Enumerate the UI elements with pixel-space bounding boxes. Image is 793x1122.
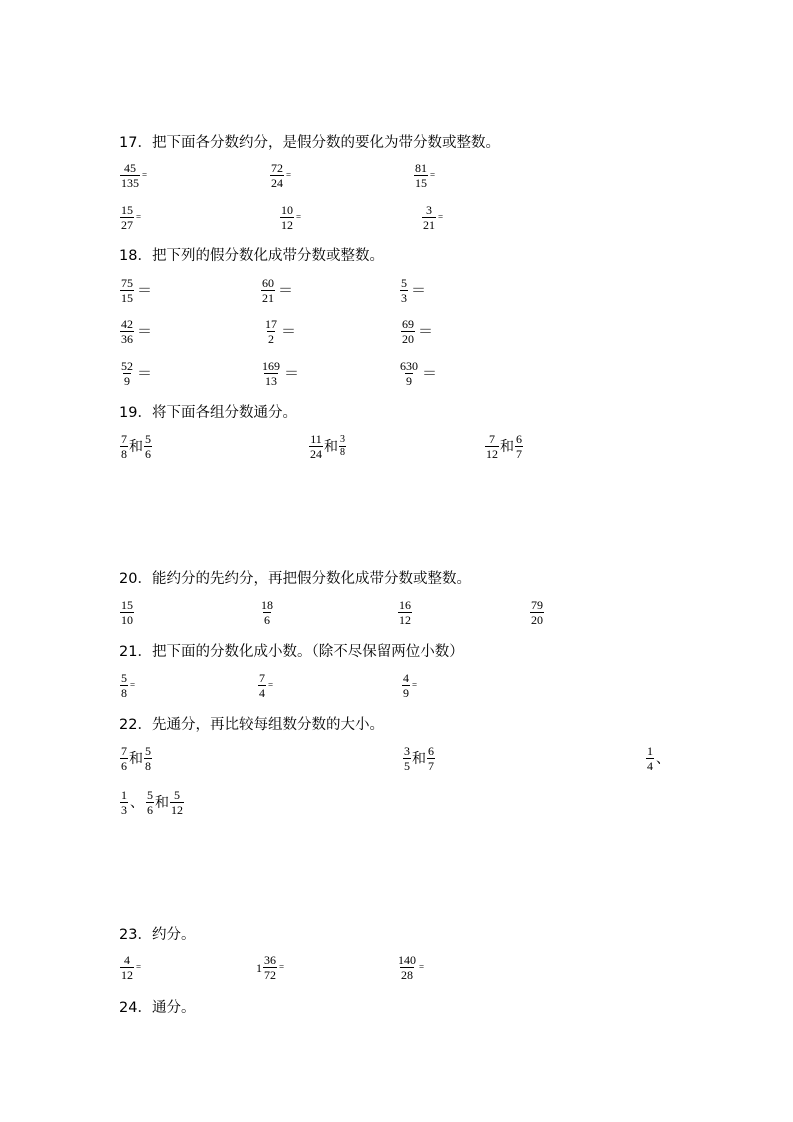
equals-sign: =	[438, 212, 444, 222]
numerator: 81	[415, 161, 427, 175]
equals-sign: ＝	[411, 281, 427, 299]
q17-item-5	[280, 204, 301, 231]
conjunction: 和	[129, 750, 143, 767]
q20-item-1	[120, 599, 134, 626]
numerator: 7	[121, 744, 127, 758]
denominator: 3	[121, 803, 127, 817]
fraction	[646, 745, 654, 772]
fraction	[144, 433, 152, 460]
q20-item-2	[260, 599, 274, 626]
numerator: 6	[516, 432, 522, 446]
denominator: 21	[423, 218, 435, 232]
numerator: 3	[340, 434, 345, 445]
separator: 、	[130, 794, 144, 811]
numerator: 5	[174, 788, 180, 802]
fraction	[530, 599, 544, 626]
numerator: 17	[265, 317, 277, 331]
fraction	[120, 162, 140, 189]
q18-item-7	[120, 360, 152, 387]
numerator: 7	[259, 671, 265, 685]
numerator: 72	[271, 161, 283, 175]
denominator: 135	[121, 176, 139, 190]
denominator: 8	[145, 759, 151, 773]
fraction	[120, 204, 134, 231]
q17-item-2	[270, 162, 291, 189]
q17-item-1	[120, 162, 147, 189]
equals-sign: =	[412, 680, 418, 690]
denominator: 4	[259, 686, 265, 700]
denominator: 6	[264, 613, 270, 627]
denominator: 12	[486, 447, 498, 461]
equals-sign: =	[136, 962, 142, 972]
q23-item-3	[397, 954, 424, 981]
numerator: 1	[121, 788, 127, 802]
q22-group-3-start	[646, 745, 672, 772]
denominator: 13	[265, 374, 277, 388]
fraction	[403, 745, 411, 772]
fraction	[427, 745, 435, 772]
whole-number: 1	[256, 960, 262, 975]
q19-group-1	[120, 433, 152, 460]
fraction	[280, 204, 294, 231]
fraction	[170, 789, 184, 816]
fraction	[261, 360, 281, 387]
fraction	[120, 789, 128, 816]
denominator: 10	[121, 613, 133, 627]
fraction	[401, 318, 415, 345]
fraction	[422, 204, 436, 231]
numerator: 3	[426, 203, 432, 217]
equals-sign: ＝	[137, 364, 153, 382]
denominator: 24	[310, 447, 322, 461]
question-19-title: 19．将下面各组分数通分。	[119, 405, 297, 421]
equals-sign: =	[286, 170, 292, 180]
fraction	[263, 954, 277, 981]
q21-item-1	[120, 672, 135, 699]
numerator: 79	[531, 598, 543, 612]
denominator: 8	[121, 447, 127, 461]
q18-item-1	[120, 277, 152, 304]
numerator: 7	[121, 432, 127, 446]
numerator: 5	[121, 671, 127, 685]
q20-item-4	[530, 599, 544, 626]
numerator: 42	[121, 317, 133, 331]
numerator: 5	[145, 432, 151, 446]
conjunction: 和	[412, 750, 426, 767]
fraction	[397, 954, 417, 981]
denominator: 72	[264, 968, 276, 982]
numerator: 7	[489, 432, 495, 446]
denominator: 20	[402, 332, 414, 346]
numerator: 69	[402, 317, 414, 331]
numerator: 5	[401, 276, 407, 290]
separator: 、	[656, 750, 670, 767]
conjunction: 和	[129, 438, 143, 455]
q18-item-8	[261, 360, 299, 387]
numerator: 60	[262, 276, 274, 290]
equals-sign: =	[142, 170, 148, 180]
q18-item-4	[120, 318, 152, 345]
denominator: 4	[647, 759, 653, 773]
denominator: 9	[403, 686, 409, 700]
fraction	[146, 789, 154, 816]
q23-item-1	[120, 954, 141, 981]
denominator: 2	[268, 332, 274, 346]
equals-sign: ＝	[284, 364, 300, 382]
denominator: 20	[531, 613, 543, 627]
q19-group-3	[485, 433, 523, 460]
denominator: 12	[281, 218, 293, 232]
numerator: 75	[121, 276, 133, 290]
fraction	[144, 745, 152, 772]
equals-sign: ＝	[422, 364, 438, 382]
fraction	[515, 433, 523, 460]
numerator: 45	[124, 161, 136, 175]
q22-group-2	[403, 745, 435, 772]
equals-sign: ＝	[137, 281, 153, 299]
denominator: 12	[399, 613, 411, 627]
denominator: 8	[121, 686, 127, 700]
numerator: 18	[261, 598, 273, 612]
numerator: 4	[124, 953, 130, 967]
denominator: 7	[428, 759, 434, 773]
denominator: 21	[262, 291, 274, 305]
denominator: 9	[406, 374, 412, 388]
equals-sign: ＝	[281, 322, 297, 340]
fraction	[270, 162, 284, 189]
fraction	[261, 277, 275, 304]
denominator: 15	[121, 291, 133, 305]
fraction	[120, 433, 128, 460]
numerator: 10	[281, 203, 293, 217]
numerator: 15	[121, 598, 133, 612]
numerator: 16	[399, 598, 411, 612]
equals-sign: =	[268, 680, 274, 690]
fraction	[309, 433, 323, 460]
numerator: 36	[264, 953, 276, 967]
fraction	[402, 672, 410, 699]
fraction	[339, 435, 346, 458]
equals-sign: ＝	[278, 281, 294, 299]
denominator: 27	[121, 218, 133, 232]
equals-sign: ＝	[137, 322, 153, 340]
numerator: 52	[121, 359, 133, 373]
q18-item-3	[400, 277, 426, 304]
question-17-title: 17．把下面各分数约分，是假分数的要化为带分数或整数。	[119, 135, 500, 151]
denominator: 24	[271, 176, 283, 190]
numerator: 1	[647, 744, 653, 758]
equals-sign: =	[430, 170, 436, 180]
numerator: 5	[147, 788, 153, 802]
fraction	[120, 745, 128, 772]
denominator: 5	[404, 759, 410, 773]
q17-item-6	[422, 204, 443, 231]
question-24-title: 24．通分。	[119, 1000, 196, 1016]
q21-item-2	[258, 672, 273, 699]
fraction	[399, 360, 419, 387]
fraction	[264, 318, 278, 345]
numerator: 140	[398, 953, 416, 967]
q21-item-3	[402, 672, 417, 699]
fraction	[258, 672, 266, 699]
conjunction: 和	[324, 438, 338, 455]
denominator: 3	[401, 291, 407, 305]
denominator: 15	[415, 176, 427, 190]
q18-item-2	[261, 277, 293, 304]
fraction	[414, 162, 428, 189]
denominator: 28	[401, 968, 413, 982]
conjunction: 和	[155, 794, 169, 811]
denominator: 7	[516, 447, 522, 461]
q17-item-3	[414, 162, 435, 189]
fraction	[398, 599, 412, 626]
q19-group-2	[309, 433, 346, 460]
q17-item-4	[120, 204, 141, 231]
denominator: 6	[121, 759, 127, 773]
question-23-title: 23．约分。	[119, 927, 196, 943]
numerator: 630	[400, 359, 418, 373]
equals-sign: =	[419, 962, 425, 972]
denominator: 6	[145, 447, 151, 461]
fraction	[120, 277, 134, 304]
fraction	[120, 599, 134, 626]
denominator: 36	[121, 332, 133, 346]
equals-sign: ＝	[418, 322, 434, 340]
numerator: 4	[403, 671, 409, 685]
fraction	[485, 433, 499, 460]
equals-sign: =	[296, 212, 302, 222]
denominator: 12	[171, 803, 183, 817]
question-18-title: 18．把下列的假分数化成带分数或整数。	[119, 248, 384, 264]
fraction	[120, 672, 128, 699]
q18-item-6	[401, 318, 433, 345]
equals-sign: =	[136, 212, 142, 222]
q18-item-9	[399, 360, 437, 387]
q18-item-5	[264, 318, 296, 345]
question-21-title: 21．把下面的分数化成小数。（除不尽保留两位小数）	[119, 644, 464, 660]
denominator: 6	[147, 803, 153, 817]
numerator: 5	[145, 744, 151, 758]
question-22-title: 22．先通分，再比较每组数分数的大小。	[119, 717, 384, 733]
numerator: 15	[121, 203, 133, 217]
fraction	[400, 277, 408, 304]
numerator: 11	[310, 432, 322, 446]
question-20-title: 20．能约分的先约分，再把假分数化成带分数或整数。	[119, 571, 471, 587]
q20-item-3	[398, 599, 412, 626]
numerator: 169	[262, 359, 280, 373]
fraction	[120, 360, 134, 387]
denominator: 12	[121, 968, 133, 982]
denominator: 8	[340, 447, 345, 458]
equals-sign: =	[130, 680, 136, 690]
numerator: 3	[404, 744, 410, 758]
fraction	[120, 954, 134, 981]
fraction	[120, 318, 134, 345]
q22-group-1	[120, 745, 152, 772]
denominator: 9	[124, 374, 130, 388]
equals-sign: =	[279, 962, 285, 972]
conjunction: 和	[500, 438, 514, 455]
numerator: 6	[428, 744, 434, 758]
q22-group-3-cont	[120, 789, 184, 816]
fraction	[260, 599, 274, 626]
q23-item-2	[256, 954, 284, 981]
